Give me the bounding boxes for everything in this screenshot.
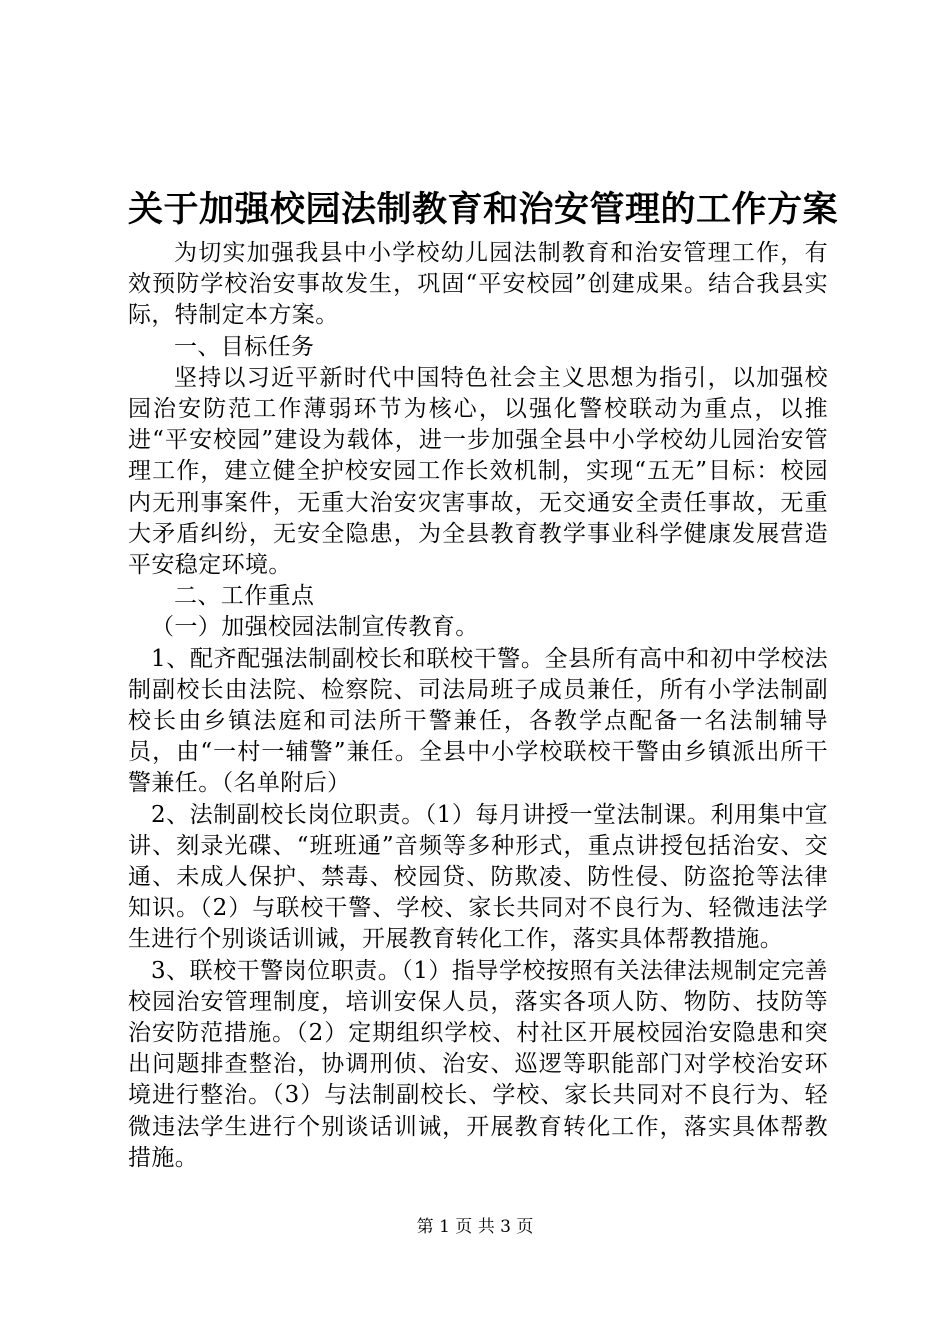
document-title: 关于加强校园法制教育和治安管理的工作方案 bbox=[128, 189, 839, 230]
subsection-heading-education: （一）加强校园法制宣传教育。 bbox=[151, 614, 479, 641]
intro-paragraph: 为切实加强我县中小学校幼儿园法制教育和治安管理工作，有效预防学校治安事故发生，巩固“平安校园”创建成果。结合我县实际，特制定本方案。 bbox=[128, 240, 828, 329]
item-1-paragraph: 1、配齐配强法制副校长和联校干警。全县所有高中和初中学校法制副校长由法院、检察院、司法局班子成员兼任，所有小学法制副校长由乡镇法庭和司法所干警兼任，各教学点配备一名法制辅导员，由“一村一辅警”兼任。全县中小学校联校干警由乡镇派出所干警兼任。（名单附后） bbox=[128, 645, 828, 797]
page-footer: 第 1 页 共 3 页 bbox=[416, 1217, 534, 1237]
item-3-paragraph: 3、联校干警岗位职责。（1）指导学校按照有关法律法规制定完善校园治安管理制度，培训安保人员，落实各项人防、物防、技防等治安防范措施。（2）定期组织学校、村社区开展校园治安隐患和突出问题排查整治，协调刑侦、治安、巡逻等职能部门对学校治安环境进行整治。（3）与法制副校长、学校、家长共同对不良行为、轻微违法学生进行个别谈话训诫，开展教育转化工作，落实具体帮教措施。 bbox=[128, 957, 828, 1171]
goals-paragraph: 坚持以习近平新时代中国特色社会主义思想为指引，以加强校园治安防范工作薄弱环节为核心，以强化警校联动为重点，以推进“平安校园”建设为载体，进一步加强全县中小学校幼儿园治安管理工作，建立健全护校安园工作长效机制，实现“五无”目标：校园内无刑事案件，无重大治安灾害事故，无交通安全责任事故，无重大矛盾纠纷，无安全隐患，为全县教育教学事业科学健康发展营造平安稳定环境。 bbox=[128, 364, 828, 579]
document-body bbox=[128, 238, 828, 1174]
section-heading-goals: 一、目标任务 bbox=[174, 333, 315, 360]
section-heading-focus: 二、工作重点 bbox=[174, 583, 315, 610]
item-2-paragraph: 2、法制副校长岗位职责。（1）每月讲授一堂法制课。利用集中宣讲、刻录光碟、“班班通”音频等多种形式，重点讲授包括治安、交通、未成人保护、禁毒、校园贷、防欺凌、防性侵、防盗抢等法律知识。（2）与联校干警、学校、家长共同对不良行为、轻微违法学生进行个别谈话训诫，开展教育转化工作，落实具体帮教措施。 bbox=[128, 801, 828, 953]
